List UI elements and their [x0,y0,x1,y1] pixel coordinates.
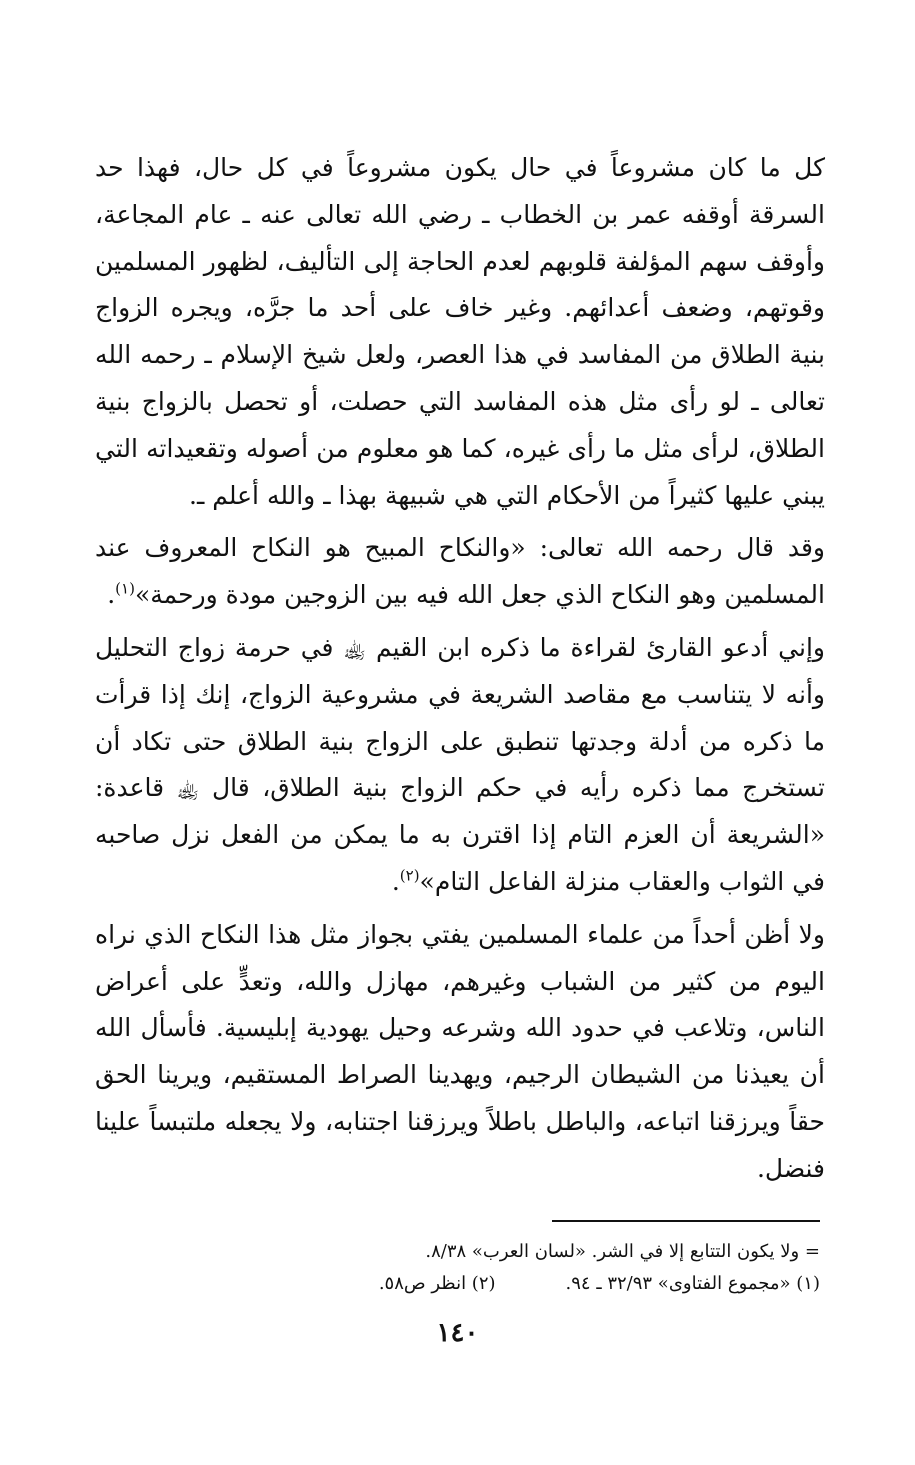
main-text [95,145,825,1193]
footnote-divider [552,1220,820,1222]
page-number: ١٤٠ [436,1318,479,1348]
paragraph-2 [95,525,825,619]
paragraph-2-text: وقد قال رحمه الله تعالى: «والنكاح المبيح هو النكاح المعروف عند المسلمين وهو النكاح الذي جعل الله فيه بين الزوجين مودة ورحمة» [95,533,825,610]
page-body [95,145,825,1193]
footnote-ref-1[interactable]: (١) [115,579,135,598]
paragraph-2-period: . [107,580,116,610]
paragraph-3 [95,625,825,906]
footnote-row [90,1268,820,1300]
paragraph-3-text: وإني أدعو القارئ لقراءة ما ذكره ابن القيم ﵀ في حرمة زواج التحليل وأنه لا يتناسب مع مقاصد الشريعة في مشروعية الزواج، إنك إذا قرأت ما ذكره من أدلة وجدتها تنطبق على الزواج بنية الطلاق حتى تكاد أن تستخرج مما ذكره رأيه في حكم الزواج بنية الطلاق، قال ﵀ قاعدة: «الشريعة أن العزم التام إذا اقترن به ما يمكن من الفعل نزل صاحبه في الثواب والعقاب منزلة الفاعل التام» [95,632,825,896]
paragraph-4: ولا أظن أحداً من علماء المسلمين يفتي بجواز مثل هذا النكاح الذي نراه اليوم من كثير من الشباب وغيرهم، مهازل والله، وتعدٍّ على أعراض الناس، وتلاعب في حدود الله وشرعه وحيل يهودية إبليسية. فأسأل الله أن يعيذنا من الشيطان الرجيم، ويهدينا الصراط المستقيم، ويرينا الحق حقاً ويرزقنا اتباعه، والباطل باطلاً ويرزقنا اجتنابه، ولا يجعله ملتبساً علينا فنضل. [95,919,825,1183]
paragraph-3-period: . [391,866,400,896]
footnote-continuation: = ولا يكون التتابع إلا في الشر. «لسان العرب» ٨/٣٨. [425,1241,820,1262]
footnote-2: (٢) انظر ص٥٨. [378,1273,496,1294]
footnotes [90,1236,820,1300]
footnote-1: (١) «مجموع الفتاوى» ٣٢/٩٣ ـ ٩٤. [565,1273,820,1294]
paragraph-1: كل ما كان مشروعاً في حال يكون مشروعاً في كل حال، فهذا حد السرقة أوقفه عمر بن الخطاب ـ رضي الله تعالى عنه ـ عام المجاعة، وأوقف سهم المؤلفة قلوبهم لعدم الحاجة إلى التأليف، لظهور المسلمين وقوتهم، وضعف أعدائهم. وغير خاف على أحد ما جرَّه، ويجره الزواج بنية الطلاق من المفاسد في هذا العصر، ولعل شيخ الإسلام ـ رحمه الله تعالى ـ لو رأى مثل هذه المفاسد التي حصلت، أو تحصل بالزواج بنية الطلاق، لرأى مثل ما رأى غيره، كما هو معلوم من أصوله وتقعيداته التي يبني عليها كثيراً من الأحكام التي هي شبيهة بهذا ـ والله أعلم ـ. [95,153,825,510]
footnote-ref-2[interactable]: (٢) [399,866,420,885]
